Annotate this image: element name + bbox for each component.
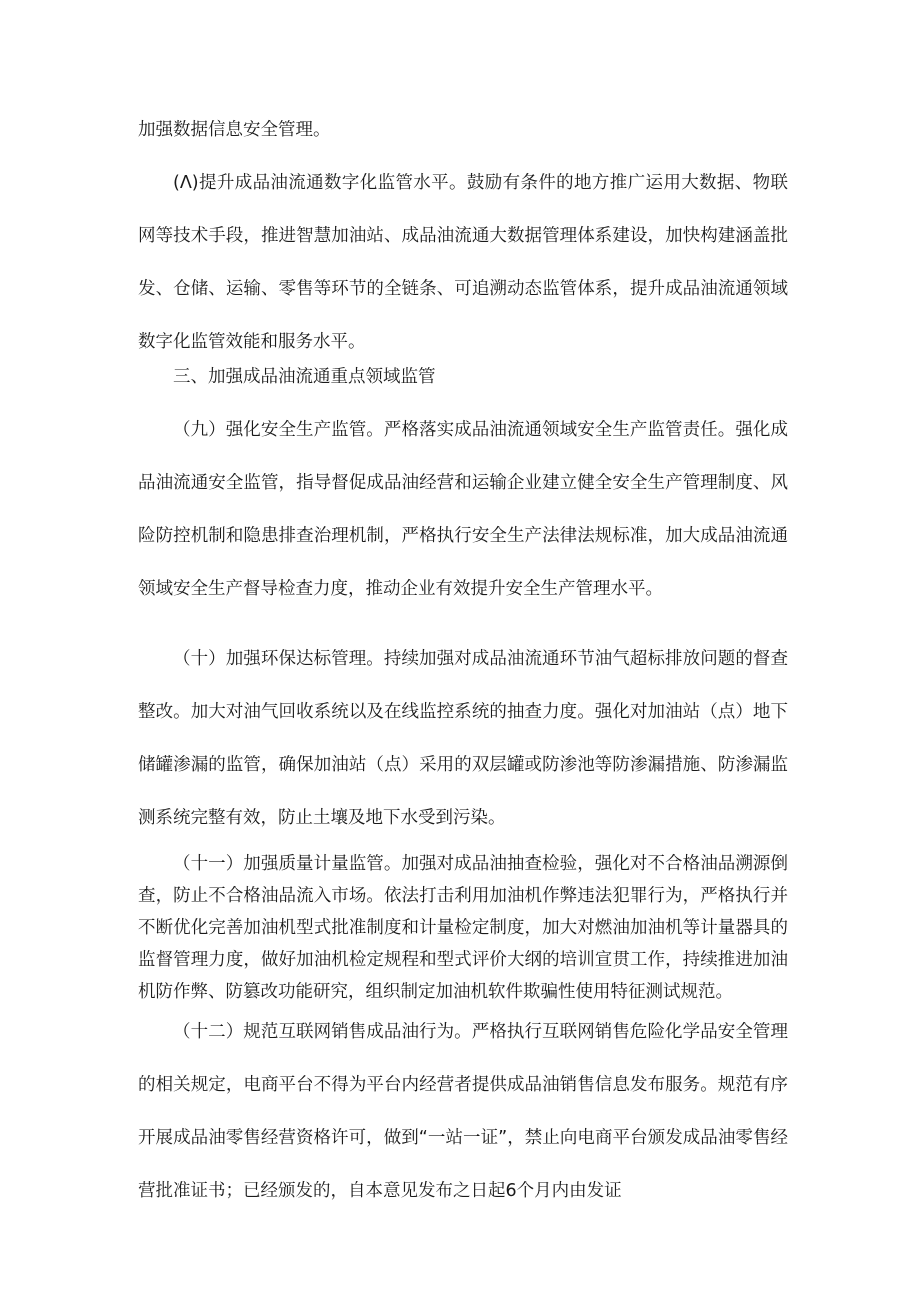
paragraph-item-12-internet-sales: （十二）规范互联网销售成品油行为。严格执行互联网销售危险化学品安全管理的相关规定，电商平台不得为平台内经营者提供成品油销售信息发布服务。规范有序开展成品油零售经营资格许可，做到“一站一证”，禁止向电商平台颁发成品油零售经营批准证书；已经颁发的，自本意见发布之日起6个月内由发证: [138, 1022, 788, 1201]
section-heading-3: 三、加强成品油流通重点领域监管: [173, 367, 436, 387]
paragraph-data-security: 加强数据信息安全管理。: [138, 120, 331, 140]
paragraph-item-9-safety: （九）强化安全生产监管。严格落实成品油流通领域安全生产监管责任。强化成品油流通安全监管，指导督促成品油经营和运输企业建立健全安全生产管理制度、风险防控机制和隐患排查治理机制，严格执行安全生产法律法规标准，加大成品油流通领域安全生产督导检查力度，推动企业有效提升安全生产管理水平。: [138, 420, 788, 599]
paragraph-item-8-digital-supervision: (Λ)提升成品油流通数字化监管水平。鼓励有条件的地方推广运用大数据、物联网等技术手段，推进智慧加油站、成品油流通大数据管理体系建设，加快构建涵盖批发、仓储、运输、零售等环节的全链条、可追溯动态监管体系，提升成品油流通领域数字化监管效能和服务水平。: [138, 173, 788, 352]
paragraph-item-11-quality: （十一）加强质量计量监管。加强对成品油抽查检验，强化对不合格油品溯源倒查，防止不合格油品流入市场。依法打击利用加油机作弊违法犯罪行为，严格执行并不断优化完善加油机型式批准制度和计量检定制度，加大对燃油加油机等计量器具的监督管理力度，做好加油机检定规程和型式评价大纲的培训宣贯工作，持续推进加油机防作弊、防篡改功能研究，组织制定加油机软件欺骗性使用特征测试规范。: [138, 854, 788, 1002]
paragraph-item-10-environment: （十）加强环保达标管理。持续加强对成品油流通环节油气超标排放问题的督查整改。加大对油气回收系统以及在线监控系统的抽查力度。强化对加油站（点）地下储罐渗漏的监管，确保加油站（点）采用的双层罐或防渗池等防渗漏措施、防渗漏监测系统完整有效，防止土壤及地下水受到污染。: [138, 649, 788, 828]
